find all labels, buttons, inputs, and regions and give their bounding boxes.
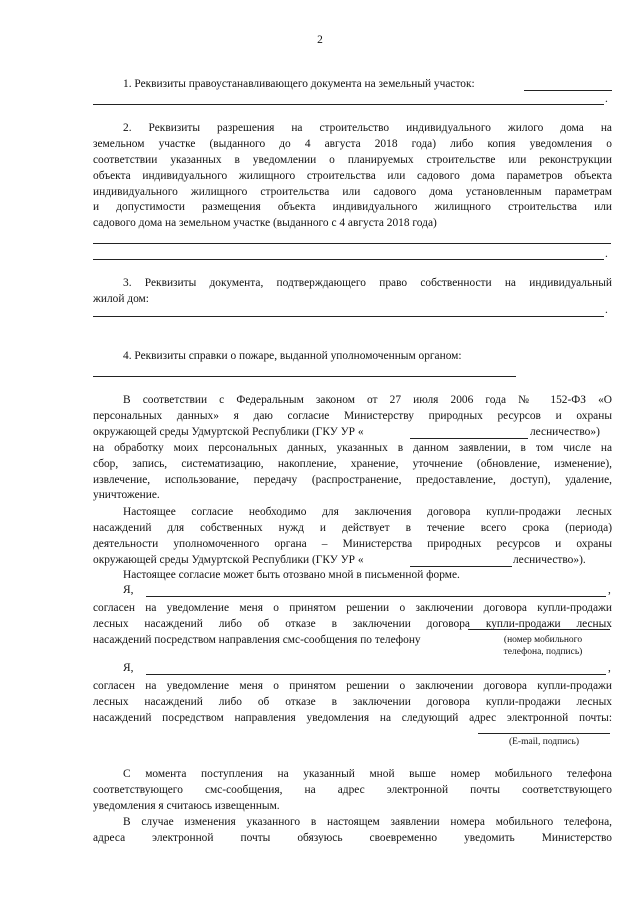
email-line-1: согласен на уведомление меня о принятом решении о заключении договора купли-продажи [93,680,612,692]
consent-p2-line-3: деятельности уполномоченного органа – Министерства природных ресурсов и охраны [93,538,612,550]
section1-label: 1. Реквизиты правоустанавливающего документа на земельный участок: [123,78,475,90]
sms-name-blank[interactable] [146,596,606,597]
section2-line-7: садового дома на земельном участке (выданного с 4 августа 2018 года) [93,217,437,229]
email-ya: Я, [123,662,134,674]
consent-p2-line-2: насаждений для собственных нужд и действует в течение всего срока (периода) [93,522,612,534]
consent-p2-line-4: окружающей среды Удмуртской Республики (ГКУ УР « [93,554,364,566]
notice-p1-line-3: уведомления я считаюсь извещенным. [93,800,280,812]
section1-blank-inline[interactable] [524,90,612,91]
consent-p1-forestry-end: лесничество») [530,426,600,438]
notice-p2-line-1: В случае изменения указанного в настоящем заявлении номера мобильного телефона, [123,816,612,828]
section2-line-1: 2. Реквизиты разрешения на строительство индивидуального жилого дома на [123,122,612,134]
email-name-blank[interactable] [146,674,606,675]
consent-p1-line-1: В соответствии с Федеральным законом от 27 июля 2006 года № 152-ФЗ «О [123,394,612,406]
section1-blank-line[interactable] [93,104,604,105]
section3-line-2: жилой дом: [93,293,149,305]
consent-forestry-blank-1[interactable] [410,438,528,439]
consent-p1-line-3: окружающей среды Удмуртской Республики (ГКУ УР « [93,426,364,438]
consent-p1-line-7: уничтожение. [93,489,160,501]
section4-blank-line[interactable] [93,376,516,377]
consent-p2-forestry-end: лесничество»). [513,554,586,566]
notice-p1-line-1: С момента поступления на указанный мной выше номер мобильного телефона [123,768,612,780]
sms-line-1: согласен на уведомление меня о принятом решении о заключении договора купли-продажи [93,602,612,614]
consent-p1-line-5: сбор, запись, систематизацию, накопление, хранение, уточнение (обновление, изменение), [93,458,612,470]
sms-ya: Я, [123,584,134,596]
section2-line-3: соответствии указанных в уведомлении о планируемых строительстве или реконструкции [93,154,612,166]
section3-blank-line[interactable] [93,316,604,317]
consent-forestry-blank-2[interactable] [410,566,512,567]
email-address-blank[interactable] [478,733,610,734]
notice-p2-line-2: адреса электронной почты обязуюсь своевременно уведомить Министерство [93,832,612,844]
sms-line-3: насаждений посредством направления смс-сообщения по телефону [93,634,421,646]
consent-p2-line-1: Настоящее согласие необходимо для заключения договора купли-продажи лесных [123,506,612,518]
section2-blank-line-2[interactable] [93,259,604,260]
email-caption: (E-mail, подпись) [508,737,580,747]
consent-p1-line-4: на обработку моих персональных данных, указанных в данном заявлении, в том числе на [93,442,612,454]
section2-line-6: и допустимости размещения объекта индивидуального жилищного строительства или [93,201,612,213]
section2-line-4: объекта индивидуального жилищного строительства или садового дома параметров объекта [93,170,612,182]
notice-p1-line-2: соответствующего смс-сообщения, на адрес электронной почты соответствующего [93,784,612,796]
section1-period: . [605,93,608,105]
section2-period: . [605,248,608,260]
section2-blank-line-1[interactable] [93,243,611,244]
section3-line-1: 3. Реквизиты документа, подтверждающего право собственности на индивидуальный [123,277,612,289]
email-comma: , [608,662,611,674]
section3-period: . [605,304,608,316]
sms-caption-1: (номер мобильного [503,635,583,645]
consent-p1-line-2: персональных данных» я даю согласие Министерству природных ресурсов и охраны [93,410,612,422]
email-line-2: лесных насаждений либо об отказе в заключении договора купли-продажи лесных [93,696,612,708]
consent-p3: Настоящее согласие может быть отозвано мной в письменной форме. [123,569,460,581]
page-number: 2 [317,34,323,46]
section2-line-5: индивидуального жилищного строительства или садового дома установленным параметрам [93,186,612,198]
sms-phone-blank[interactable] [468,629,610,630]
sms-caption-2: телефона, подпись) [503,647,583,657]
section2-line-2: земельном участке (выданного до 4 августа 2018 года) либо копия уведомления о [93,138,612,150]
sms-comma: , [608,584,611,596]
email-line-3: насаждений посредством направления уведомления на следующий адрес электронной почты: [93,712,612,724]
sms-line-2: лесных насаждений либо об отказе в заключении договора купли-продажи лесных [93,618,612,630]
section4-label: 4. Реквизиты справки о пожаре, выданной уполномоченным органом: [123,350,462,362]
consent-p1-line-6: извлечение, использование, передачу (распространение, предоставление, доступ), удаление, [93,474,612,486]
